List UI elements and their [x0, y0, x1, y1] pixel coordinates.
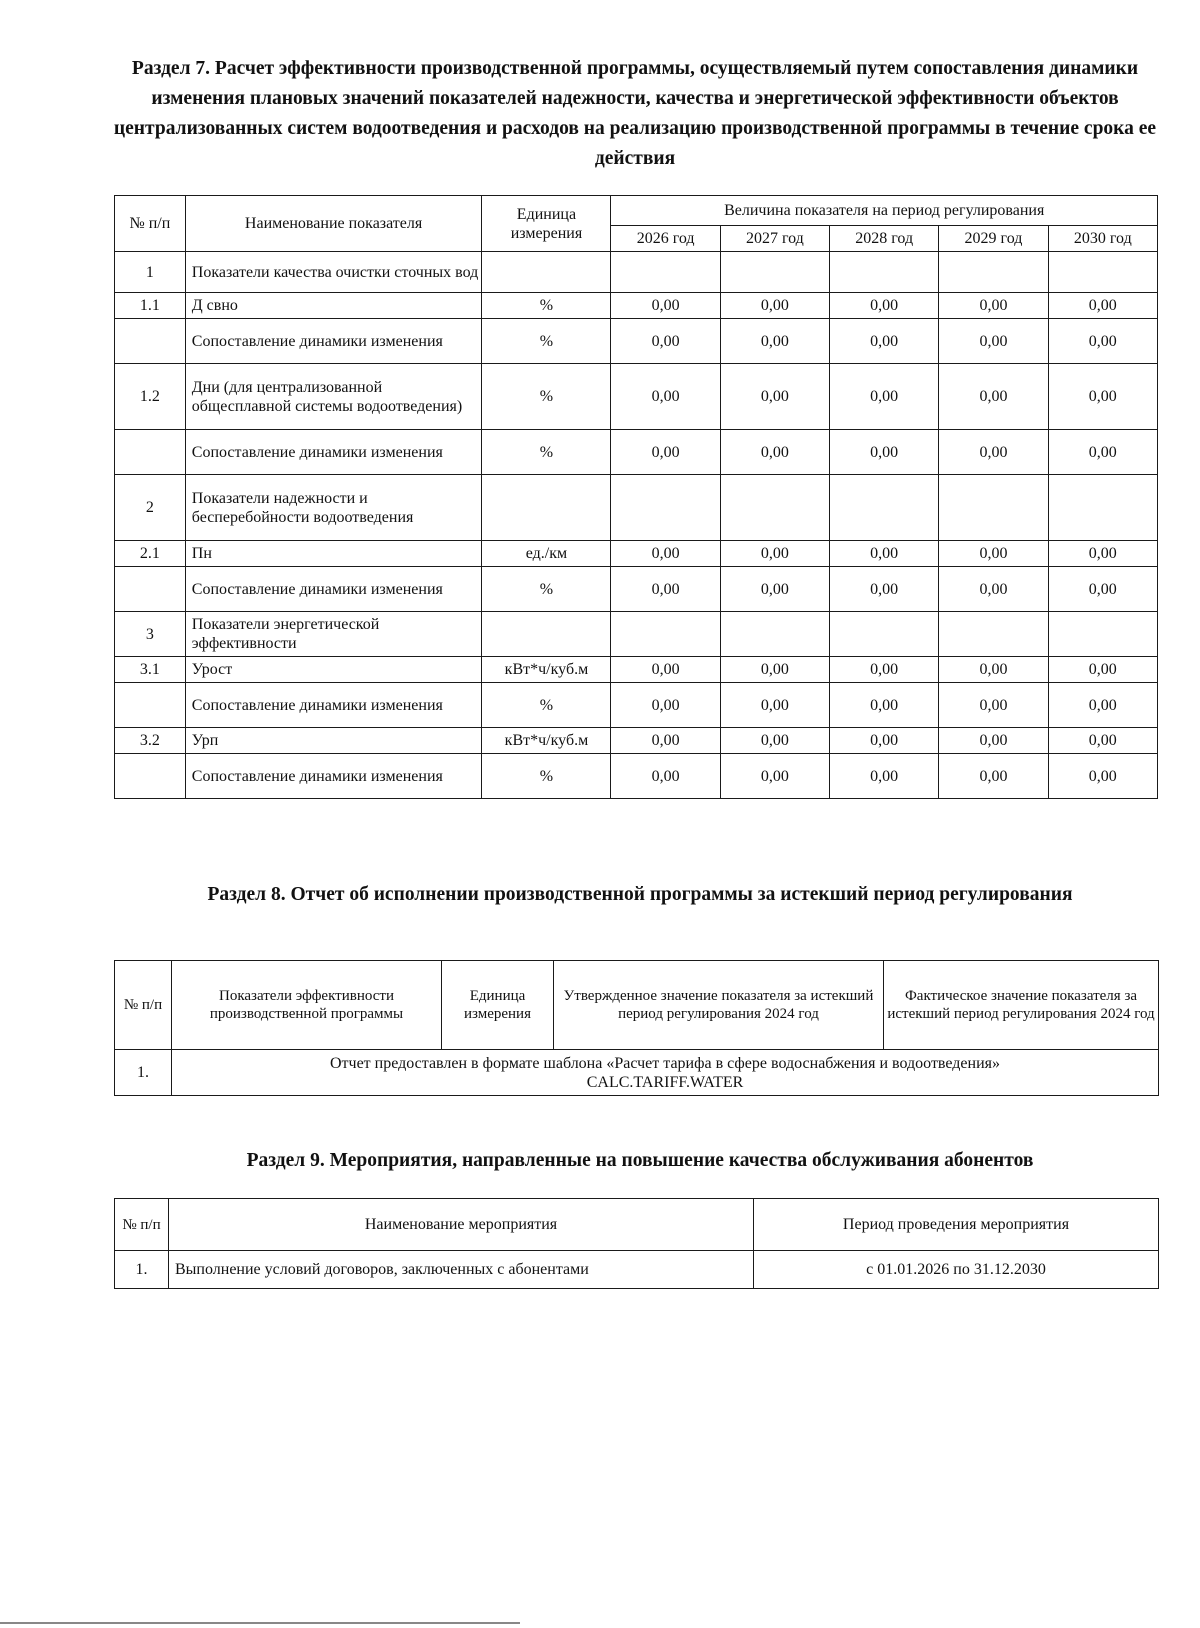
section8-table [114, 960, 1159, 1096]
row-num: 1.2 [115, 364, 186, 430]
row-num: 2 [115, 475, 186, 541]
row-num [115, 319, 186, 364]
indicator-name: Дни (для централизованной общесплавной системы водоотведения) [185, 364, 482, 430]
value-cell: 0,00 [1048, 430, 1157, 475]
col-header-year: 2027 год [720, 226, 829, 252]
indicator-name: Сопоставление динамики изменения [185, 567, 482, 612]
value-cell: 0,00 [1048, 728, 1157, 754]
value-cell: 0,00 [939, 567, 1048, 612]
col-header-num: № п/п [115, 1199, 169, 1251]
value-cell: 0,00 [611, 657, 720, 683]
row-num [115, 567, 186, 612]
table-row [115, 364, 1158, 430]
value-cell [720, 252, 829, 293]
col-header-name: Наименование показателя [185, 196, 482, 252]
row-num: 3.1 [115, 657, 186, 683]
measure-period: с 01.01.2026 по 31.12.2030 [754, 1251, 1159, 1289]
row-num [115, 683, 186, 728]
col-header-period: Период проведения мероприятия [754, 1199, 1159, 1251]
value-cell: 0,00 [720, 541, 829, 567]
indicator-name: Сопоставление динамики изменения [185, 319, 482, 364]
value-cell: 0,00 [720, 319, 829, 364]
indicator-name: Урост [185, 657, 482, 683]
col-header-year: 2028 год [830, 226, 939, 252]
unit-cell: % [482, 293, 611, 319]
unit-cell: кВт*ч/куб.м [482, 728, 611, 754]
page-edge-rule [0, 1622, 520, 1624]
report-note [172, 1050, 1159, 1096]
value-cell: 0,00 [611, 319, 720, 364]
row-num [115, 430, 186, 475]
col-header-num: № п/п [115, 961, 172, 1050]
value-cell [720, 475, 829, 541]
indicator-name: Показатели надежности и бесперебойности водоотведения [185, 475, 482, 541]
indicator-name: Д свно [185, 293, 482, 319]
value-cell: 0,00 [830, 754, 939, 799]
value-cell [1048, 612, 1157, 657]
value-cell: 0,00 [720, 657, 829, 683]
table-row [115, 319, 1158, 364]
unit-cell: % [482, 754, 611, 799]
measure-name: Выполнение условий договоров, заключенных с абонентами [169, 1251, 754, 1289]
row-num: 1.1 [115, 293, 186, 319]
value-cell [939, 612, 1048, 657]
value-cell [611, 612, 720, 657]
value-cell: 0,00 [1048, 657, 1157, 683]
unit-cell: % [482, 430, 611, 475]
table-row [115, 567, 1158, 612]
report-text: Отчет предоставлен в формате шаблона «Расчет тарифа в сфере водоснабжения и водоотведения» [329, 1054, 1001, 1072]
value-cell: 0,00 [611, 541, 720, 567]
row-num: 1. [115, 1251, 169, 1289]
col-header-approved: Утвержденное значение показателя за истекший период регулирования 2024 год [554, 961, 884, 1050]
value-cell: 0,00 [830, 541, 939, 567]
col-header-unit: Единица измерения [442, 961, 554, 1050]
col-header-actual: Фактическое значение показателя за истекший период регулирования 2024 год [884, 961, 1159, 1050]
col-header-period: Величина показателя на период регулирования [611, 196, 1158, 226]
value-cell: 0,00 [720, 567, 829, 612]
value-cell: 0,00 [830, 430, 939, 475]
value-cell: 0,00 [611, 293, 720, 319]
value-cell [830, 475, 939, 541]
indicator-name: Урп [185, 728, 482, 754]
table-row [115, 657, 1158, 683]
value-cell: 0,00 [830, 567, 939, 612]
value-cell: 0,00 [939, 657, 1048, 683]
value-cell: 0,00 [939, 319, 1048, 364]
table-row [115, 252, 1158, 293]
value-cell: 0,00 [1048, 567, 1157, 612]
col-header-name: Наименование мероприятия [169, 1199, 754, 1251]
value-cell: 0,00 [1048, 293, 1157, 319]
value-cell [939, 252, 1048, 293]
indicator-name: Показатели качества очистки сточных вод [185, 252, 482, 293]
row-num: 3.2 [115, 728, 186, 754]
unit-cell [482, 612, 611, 657]
value-cell [1048, 252, 1157, 293]
col-header-year: 2030 год [1048, 226, 1157, 252]
table-row [115, 541, 1158, 567]
unit-cell: % [482, 319, 611, 364]
row-num: 3 [115, 612, 186, 657]
value-cell [830, 252, 939, 293]
value-cell: 0,00 [830, 364, 939, 430]
value-cell: 0,00 [830, 683, 939, 728]
value-cell [939, 475, 1048, 541]
value-cell: 0,00 [830, 293, 939, 319]
table-row [115, 430, 1158, 475]
unit-cell: % [482, 567, 611, 612]
unit-cell: % [482, 364, 611, 430]
unit-cell [482, 475, 611, 541]
value-cell: 0,00 [720, 754, 829, 799]
indicator-name: Сопоставление динамики изменения [185, 683, 482, 728]
row-num: 2.1 [115, 541, 186, 567]
col-header-year: 2026 год [611, 226, 720, 252]
value-cell: 0,00 [939, 728, 1048, 754]
value-cell: 0,00 [939, 683, 1048, 728]
report-code: CALC.TARIFF.WATER [586, 1073, 744, 1091]
section7-title: Раздел 7. Расчет эффективности производственной программы, осуществляемый путем сопоставления динамики изменения плановых значений показателей надежности, качества и энергетической эффективности объектов централизованных систем водоотведения и расходов на реализацию производственной программы в течение срока ее действия [113, 58, 1157, 169]
table-row [115, 293, 1158, 319]
unit-cell [482, 252, 611, 293]
value-cell [720, 612, 829, 657]
value-cell: 0,00 [720, 683, 829, 728]
value-cell: 0,00 [939, 364, 1048, 430]
value-cell: 0,00 [939, 293, 1048, 319]
value-cell: 0,00 [720, 293, 829, 319]
value-cell [611, 475, 720, 541]
value-cell: 0,00 [611, 430, 720, 475]
table-row [115, 475, 1158, 541]
value-cell: 0,00 [720, 364, 829, 430]
indicator-name: Пн [185, 541, 482, 567]
col-header-unit: Единица измерения [482, 196, 611, 252]
section9-table [114, 1198, 1159, 1289]
unit-cell: кВт*ч/куб.м [482, 657, 611, 683]
table-row [115, 683, 1158, 728]
indicator-name: Сопоставление динамики изменения [185, 754, 482, 799]
value-cell: 0,00 [939, 754, 1048, 799]
value-cell [1048, 475, 1157, 541]
value-cell: 0,00 [611, 567, 720, 612]
section9-title: Раздел 9. Мероприятия, направленные на повышение качества обслуживания абонентов [246, 1150, 1034, 1171]
row-num: 1 [115, 252, 186, 293]
value-cell: 0,00 [1048, 683, 1157, 728]
value-cell [611, 252, 720, 293]
unit-cell: ед./км [482, 541, 611, 567]
table-row [115, 612, 1158, 657]
value-cell: 0,00 [830, 657, 939, 683]
value-cell: 0,00 [830, 319, 939, 364]
section7-table [114, 195, 1158, 799]
value-cell: 0,00 [1048, 319, 1157, 364]
unit-cell: % [482, 683, 611, 728]
row-num [115, 754, 186, 799]
section8-title: Раздел 8. Отчет об исполнении производственной программы за истекший период регулирования [207, 884, 1073, 905]
table-row [115, 728, 1158, 754]
col-header-name: Показатели эффективности производственной программы [172, 961, 442, 1050]
indicator-name: Показатели энергетической эффективности [185, 612, 482, 657]
value-cell: 0,00 [611, 683, 720, 728]
table-row [115, 754, 1158, 799]
indicator-name: Сопоставление динамики изменения [185, 430, 482, 475]
value-cell: 0,00 [720, 728, 829, 754]
value-cell: 0,00 [939, 541, 1048, 567]
col-header-num: № п/п [115, 196, 186, 252]
value-cell: 0,00 [830, 728, 939, 754]
value-cell [830, 612, 939, 657]
value-cell: 0,00 [611, 754, 720, 799]
row-num: 1. [115, 1050, 172, 1096]
col-header-year: 2029 год [939, 226, 1048, 252]
value-cell: 0,00 [1048, 754, 1157, 799]
value-cell: 0,00 [1048, 541, 1157, 567]
value-cell: 0,00 [720, 430, 829, 475]
value-cell: 0,00 [1048, 364, 1157, 430]
value-cell: 0,00 [611, 728, 720, 754]
value-cell: 0,00 [611, 364, 720, 430]
value-cell: 0,00 [939, 430, 1048, 475]
